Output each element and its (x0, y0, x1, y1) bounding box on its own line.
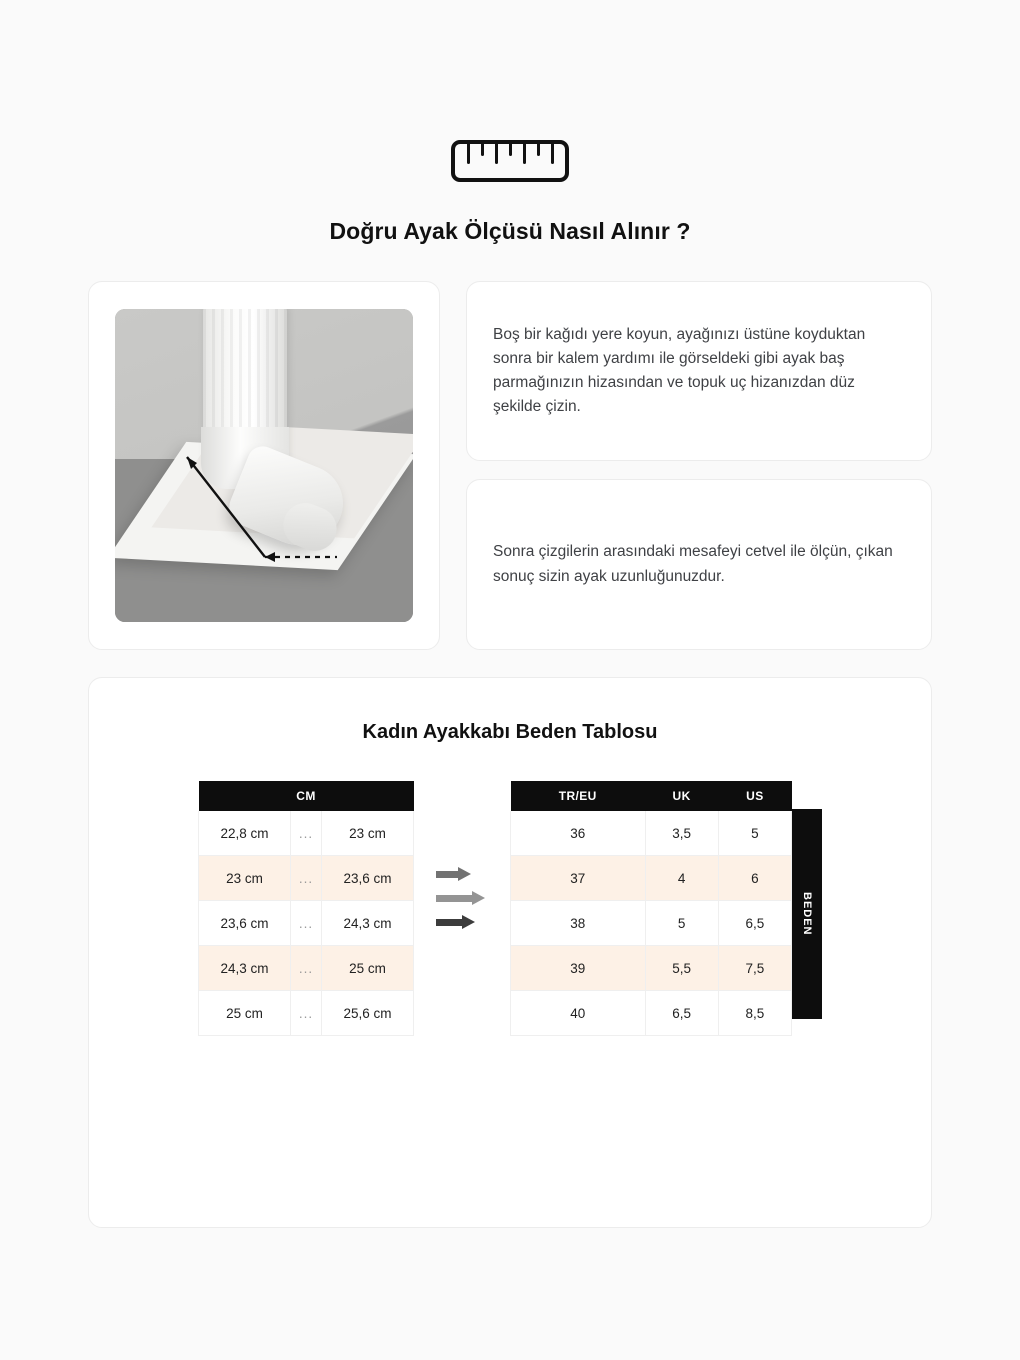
cm-from: 23,6 cm (199, 901, 291, 946)
cm-to: 25 cm (322, 946, 414, 991)
instruction-text-column (466, 281, 932, 650)
page-title: Doğru Ayak Ölçüsü Nasıl Alınır ? (329, 218, 691, 244)
table-row (199, 856, 414, 901)
size-chart-title: Kadın Ayakkabı Beden Tablosu (362, 721, 658, 743)
size-uk: 5 (645, 901, 718, 946)
table-row (199, 901, 414, 946)
cm-table-header: CM (199, 781, 414, 811)
size-uk: 5,5 (645, 946, 718, 991)
table-row (511, 901, 792, 946)
cm-dots: ... (290, 946, 321, 991)
arrow-icon (436, 891, 488, 905)
cm-dots: ... (290, 811, 321, 856)
size-uk: 3,5 (645, 811, 718, 856)
cm-from: 23 cm (199, 856, 291, 901)
size-table (510, 781, 792, 1036)
arrow-icon (436, 915, 488, 929)
cm-dots: ... (290, 901, 321, 946)
arrow-icon (436, 867, 488, 881)
beden-side-label (792, 809, 822, 1019)
cm-table (198, 781, 414, 1036)
size-us: 6,5 (718, 901, 791, 946)
size-tr-eu: 39 (511, 946, 646, 991)
beden-side-label-text: BEDEN (801, 892, 813, 936)
conversion-arrows (414, 781, 510, 929)
size-us: 7,5 (718, 946, 791, 991)
cm-from: 25 cm (199, 991, 291, 1036)
size-tr-eu: 40 (511, 991, 646, 1036)
table-row (511, 856, 792, 901)
instruction-card-1 (466, 281, 932, 461)
cm-dots: ... (290, 991, 321, 1036)
size-header-us: US (718, 781, 791, 811)
cm-from: 22,8 cm (199, 811, 291, 856)
table-row (199, 811, 414, 856)
table-row (511, 946, 792, 991)
cm-to: 25,6 cm (322, 991, 414, 1036)
size-header-uk: UK (645, 781, 718, 811)
table-row (199, 946, 414, 991)
size-us: 5 (718, 811, 791, 856)
size-tr-eu: 38 (511, 901, 646, 946)
size-us: 8,5 (718, 991, 791, 1036)
photo-card (88, 281, 440, 650)
size-uk: 6,5 (645, 991, 718, 1036)
size-tr-eu: 36 (511, 811, 646, 856)
foot-measurement-photo (115, 309, 413, 622)
cm-dots: ... (290, 856, 321, 901)
instruction-text-2: Sonra çizgilerin arasındaki mesafeyi cetvel ile ölçün, çıkan sonuç sizin ayak uzunluğunuzdur. (493, 543, 893, 585)
table-row (511, 991, 792, 1036)
cm-to: 23 cm (322, 811, 414, 856)
size-header-tr-eu: TR/EU (511, 781, 646, 811)
ruler-icon (451, 140, 569, 182)
table-row (199, 991, 414, 1036)
table-row (511, 811, 792, 856)
size-us: 6 (718, 856, 791, 901)
instructions-row (88, 281, 932, 650)
instruction-text-1: Boş bir kağıdı yere koyun, ayağınızı üstüne koyduktan sonra bir kalem yardımı ile görseldeki gibi ayak baş parmağınızın hizasından ve topuk uç hizanızdan düz şekilde çizin. (493, 325, 866, 416)
size-chart-card (88, 677, 932, 1228)
size-uk: 4 (645, 856, 718, 901)
size-tables (89, 781, 931, 1036)
cm-to: 23,6 cm (322, 856, 414, 901)
instruction-card-2 (466, 479, 932, 650)
ruler-icon-container (0, 140, 1020, 182)
size-tr-eu: 37 (511, 856, 646, 901)
cm-from: 24,3 cm (199, 946, 291, 991)
measurement-arrow-overlay (115, 309, 413, 622)
cm-to: 24,3 cm (322, 901, 414, 946)
